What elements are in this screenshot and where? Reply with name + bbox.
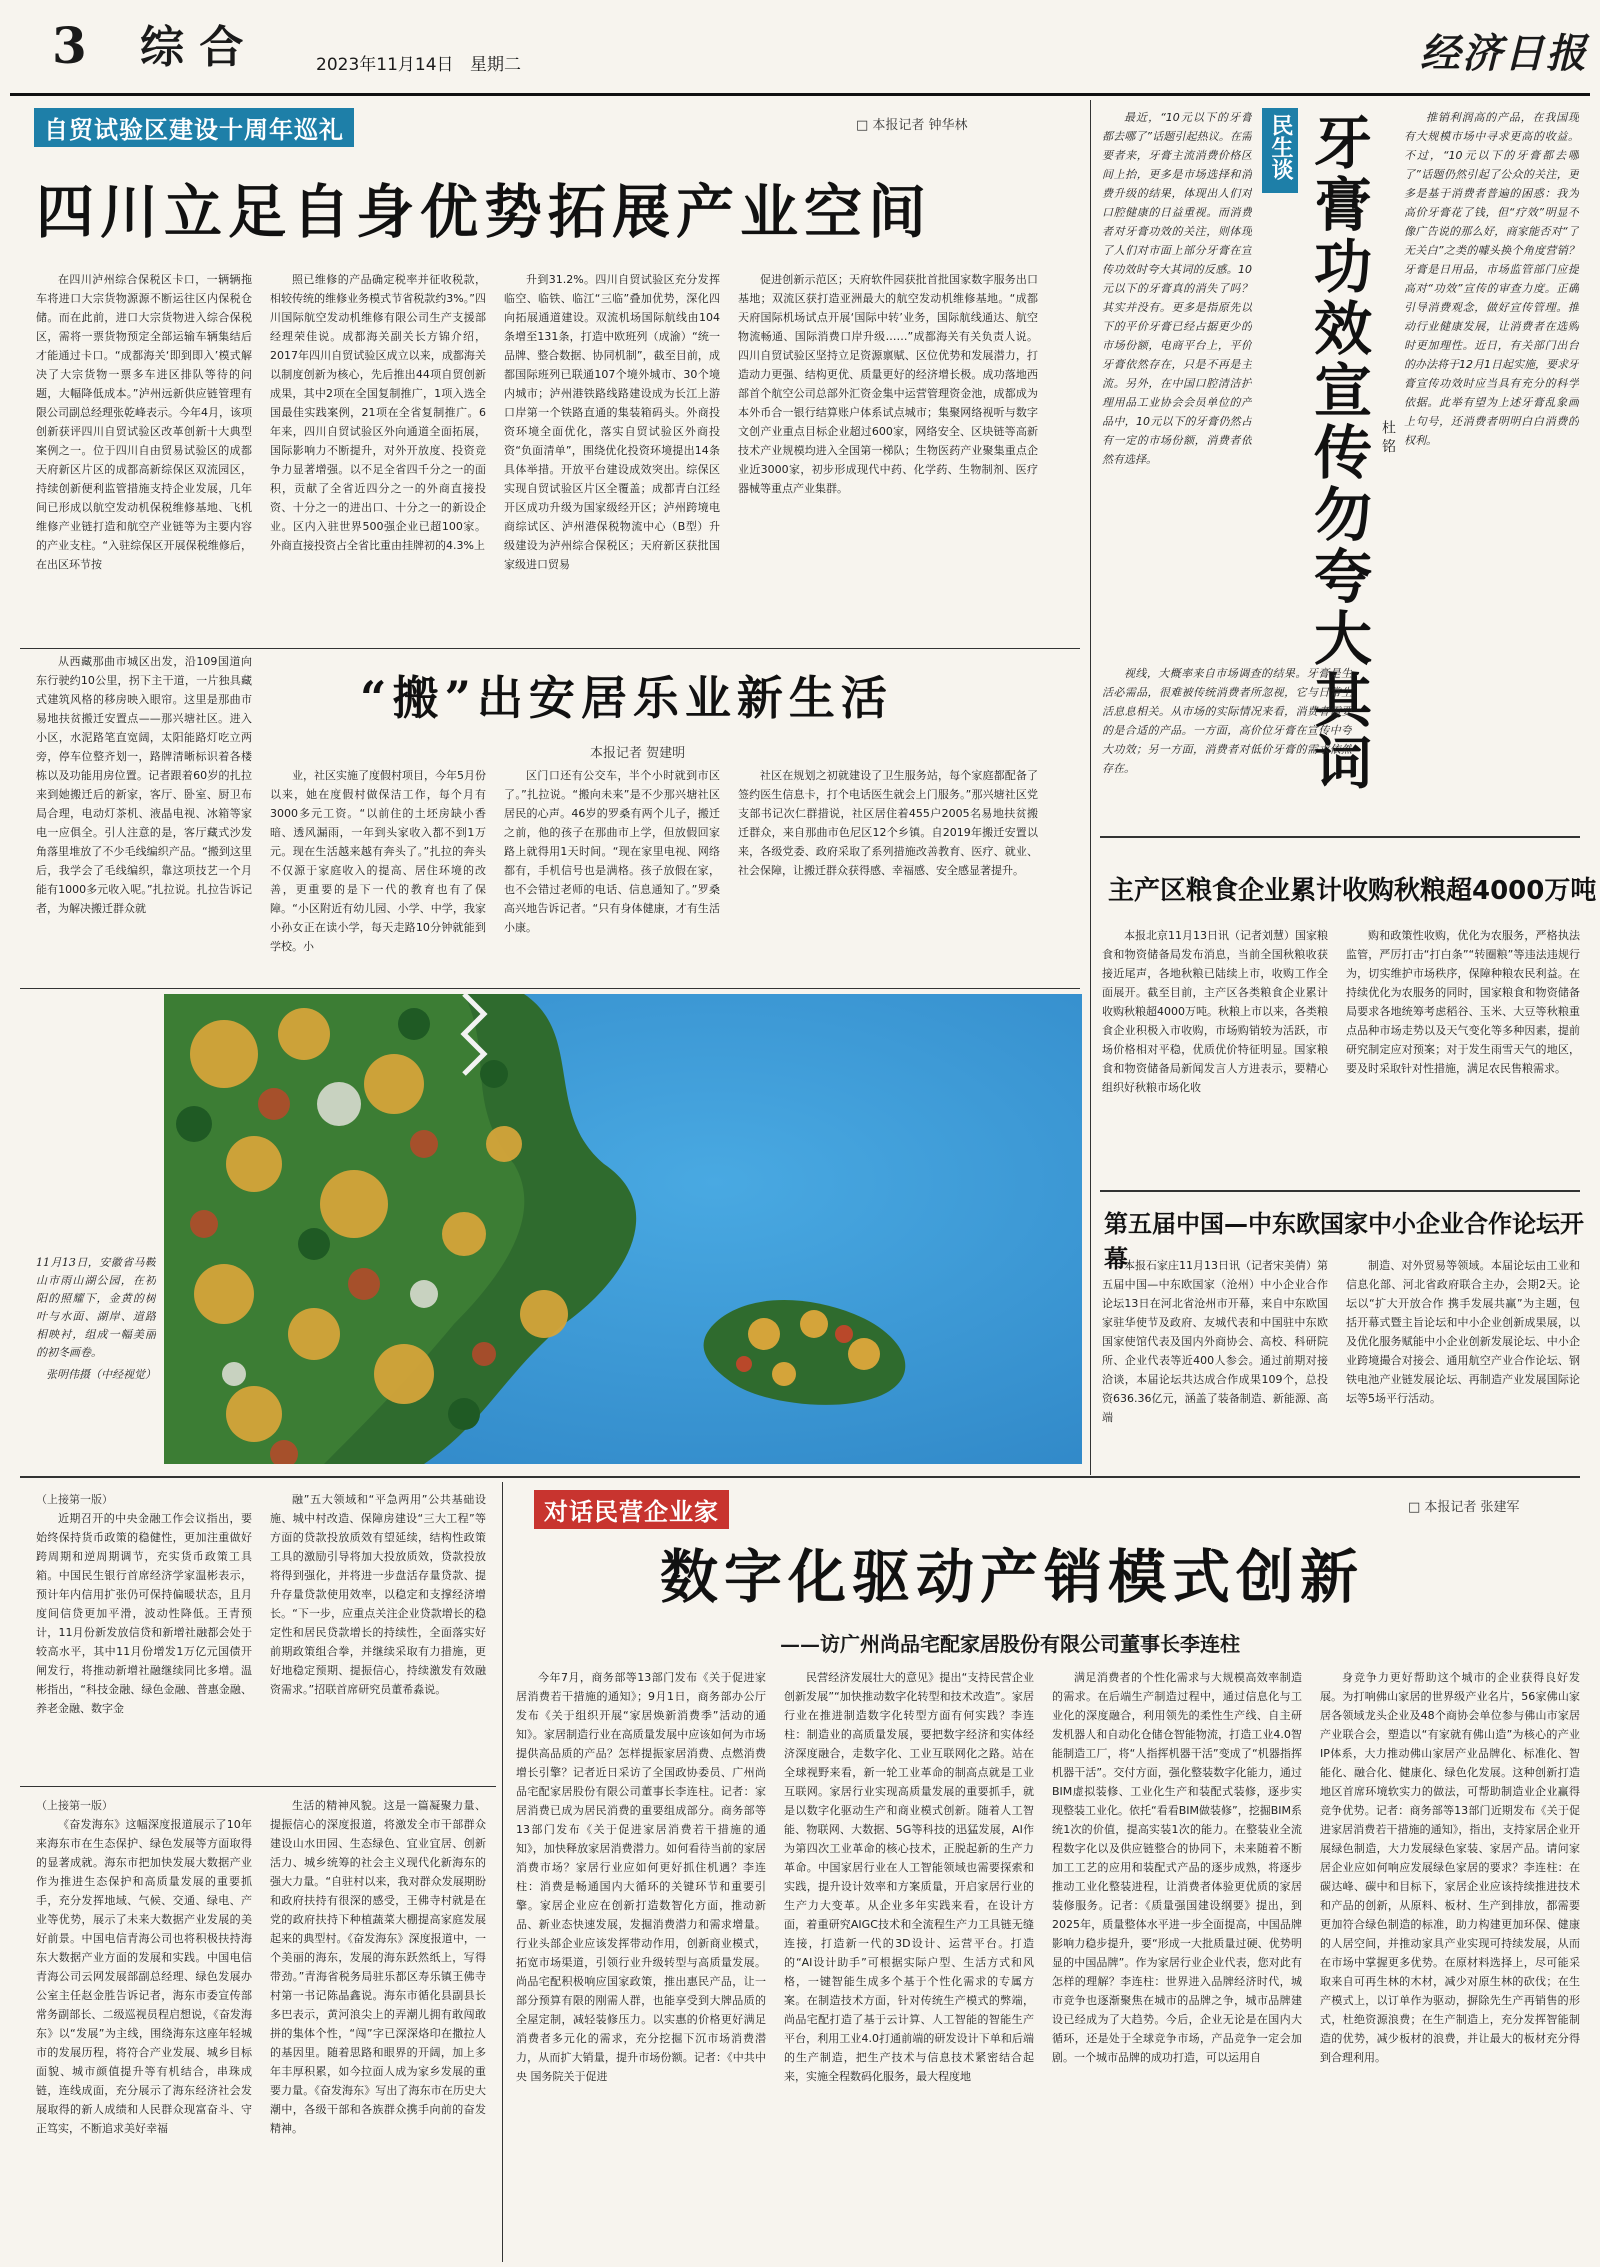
- story2-col2: [270, 766, 486, 982]
- forum-col2: [1346, 1256, 1580, 1464]
- square-bullet-icon: □: [1408, 1500, 1425, 1515]
- interview-kicker: 对话民营企业家: [534, 1490, 729, 1529]
- column-bottom-rule: [1100, 836, 1580, 838]
- issue-weekday: 星期二: [470, 55, 521, 75]
- column-label-text: 民生谈: [1268, 114, 1293, 180]
- story1-column-4: [738, 270, 1038, 640]
- interview-col1: [516, 1668, 766, 2258]
- grain-col2: [1346, 926, 1580, 1186]
- column-col2-text: 视线，大概率来自市场调查的结果。牙膏是生活必需品，很难被传统消费者所忽视，它与日常生活息息相关。从市场的实际情况来看，消费者需要的是合适的产品。一方面，高价位牙膏在宣传中夸大功效；另一方面，消费者对低价牙膏的需求依然存在。: [1102, 667, 1352, 775]
- story2-col1-text: 从西藏那曲市城区出发，沿109国道向东行驶约10公里，拐下主干道，一片独具藏式建筑风格的移房映入眼帘。这里是那曲市易地扶贫搬迁安置点——那兴塘社区。进入小区，水泥路笔直宽阔，太阳能路灯吃立两旁，停车位整齐划一，路牌清晰标识着各楼栋以及功能用房位置。记者跟着60岁的扎拉来到她搬迁后的新家，客厅、卧室、厨卫布局合理，电动灯茶机、液晶电视、冰箱等家电一应俱全。引人注意的是，客厅藏式沙发角落里堆放了不少毛线编织产品。“搬到这里后，我学会了毛线编织，靠这项技艺一个月能有1000多元收入呢。”扎拉说。扎拉告诉记者，为解决搬迁群众就: [36, 655, 252, 915]
- grain-col1: [1102, 926, 1328, 1186]
- interview-col2: [784, 1668, 1034, 2258]
- story1-column-2: [270, 270, 486, 640]
- section-name: 综 合: [140, 22, 244, 73]
- page-header: [0, 0, 1600, 95]
- issue-date: 2023年11月14日: [316, 55, 454, 75]
- interview-col4-text: 身竞争力更好帮助这个城市的企业获得良好发展。为打响佛山家居的世界级产业名片，56家佛山家居各领域龙头企业及48个商协会单位参与佛山市家居产业联合会，塑造以“有家就有佛山造”为核心的产业IP体系，大力推动佛山家居产业品牌化、标准化、智能化、融合化、健康化、绿色化发展。这种创新打造地区首席环境软实力的做法，可帮助制造业企业赢得竞争优势。记者：商务部等13部门近期发布《关于促进家居消费若干措施的通知》，指出，支持家居企业开展绿色制造，大力发展绿色家装、家居产品。请问家居企业应如何响应发展绿色家居的要求？李连柱：在碳达峰、碳中和目标下，家居企业应该持续推进技术和产品的创新，从原料、板材、生产到排放，都需要更加符合绿色制造的标准，助力构建更加环保、健康的人居空间，并推动家具产业实现可持续发展，从而在市场中掌握更多优势。在原材料选择上，尽可能采取来自可再生林的木材，减少对原生林的砍伐；在生产模式上，以订单作为驱动，摒除先生产再销售的形式，杜绝资源浪费；在生产制造上，充分发挥智能制造的优势，减少板材的浪费，并让最大的板材充分得到合理利用。: [1320, 1671, 1580, 2064]
- interview-byline: [1408, 1496, 1520, 1515]
- interview-col3: [1052, 1668, 1302, 2258]
- grain-col1-text: 本报北京11月13日讯（记者刘慧）国家粮食和物资储备局发布消息，当前全国秋粮收获接近尾声，各地秋粮已陆续上市，收购工作全面展开。截至目前，主产区各类粮食企业累计收购秋粮超4000万吨。秋粮上市以来，各类粮食企业积极入市收购，市场购销较为活跃，市场价格相对平稳，优质优价特征明显。国家粮食和物资储备局新闻发言人方进表示，要精心组织好秋粮市场化收: [1102, 929, 1328, 1094]
- grain-title: 主产区粮食企业累计收购秋粮超4000万吨: [1108, 876, 1597, 906]
- column-col1-text: 最近，“10元以下的牙膏都去哪了”话题引起热议。在需要者来，牙膏主流消费价格区间上抬，更多是市场选择和消费升级的结果，体现出人们对口腔健康的日益重视。而消费者对牙膏功效的关注，则体现了人们对市面上部分牙膏在宣传功效时夸大其词的反感。10元以下的牙膏真的消失了吗？其实并没有。更多是指原先以下的平价牙膏已经占据更少的市场份额，电商平台上，平价牙膏依然存在，只是不再是主流。另外，在中国口腔清洁护理用品工业协会会员单位的产品中，10元以下的牙膏仍然占有一定的市场份额，消费者依然有选择。: [1102, 111, 1252, 466]
- page-number: 3: [52, 16, 87, 75]
- continuation-1-right: [270, 1490, 486, 1780]
- story2-col4-text: 社区在规划之初就建设了卫生服务站，每个家庭都配备了签约医生信息卡，打个电话医生就会上门服务。”那兴塘社区党支部书记次仁群措说，社区居住着455户2005名易地扶贫搬迁群众，来自那曲市色尼区12个乡镇。自2019年搬迁安置以来，各级党委、政府采取了系列措施改善教育、医疗、就业、社会保障，让搬迁群众获得感、幸福感、安全感显著提升。: [738, 769, 1038, 877]
- column-col1: [1102, 108, 1252, 656]
- story1-column-1: [36, 270, 252, 640]
- column-col3: [1404, 108, 1579, 822]
- story2-col3: [504, 766, 720, 982]
- aerial-photo-illustration: [164, 994, 1082, 1464]
- story1-col4-text: 促进创新示范区；天府软件园获批首批国家数字服务出口基地；双流区获打造亚洲最大的航空发动机维修基地。“成都天府国际机场试点开展‘国际中转’业务，国际航线通达、航空物流畅通、国际消费口岸升级……”成都海关有关负责人说。四川自贸试验区坚持立足资源禀赋、区位优势和发展潜力，打造动力更强、结构更优、质量更好的经济增长极。成功落地西部首个航空公司总部外汇资金集中运营管理资金池，成都成为本外币合一银行结算账户体系试点城市；集聚网络视听与数字文创产业重点目标企业超过600家，网络安全、区块链等高新技术产业规模均进入全国第一梯队；生物医药产业聚集重点企业近3000家，初步形成现代中药、化学药、生物制剂、医疗器械等重点产业集群。: [738, 273, 1038, 495]
- interview-title: 数字化驱动产销模式创新: [660, 1543, 1365, 1611]
- story1-col1-text: 在四川泸州综合保税区卡口，一辆辆拖车将进口大宗货物源源不断运往区内保税仓储。而在此前，进口大宗货物进入综合保税区，需将一票货物预定全部运输车辆集结后才能通过卡口。“成都海关‘即到即入’模式解决了大宗货物一票多车进区排队等待的问题，大幅降低成本。”泸州远新供应链管理有限公司副总经理张乾峰表示。今年4月，该项创新获评四川自贸试验区改革创新十大典型案例之一。位于四川自由贸易试验区的成都天府新区片区的成都高新综保区双流园区，持续创新便利监管措施支持企业发展，几年间已形成以航空发动机保税维修基地、飞机维修产业链打造和航空产业链等为主要内容的产业支柱。“入驻综保区开展保税维修后，在出区环节按: [36, 273, 252, 571]
- continuation-divider: [20, 1786, 496, 1787]
- grain-bottom-rule: [1100, 1190, 1580, 1192]
- story1-column-3: [504, 270, 720, 640]
- photo-caption-text: 11月13日，安徽省马鞍山市雨山湖公园，在初阳的照耀下，金黄的树叶与水面、湖岸、道路相映衬，组成一幅美丽的初冬画卷。: [36, 1256, 156, 1359]
- continuation-2-text2: 生活的精神风貌。这是一篇凝聚力量、提振信心的深度报道，将激发全市干部群众建设山水田园、生态绿色、宜业宜居、创新活力、城乡统筹的社会主义现代化新海东的强大力量。“自驻村以来，我对群众发展期盼和政府扶持有很深的感受，王佛寺村就是在党的政府扶持下种植蔬菜大棚提高家庭发展起来的典型村。《奋发海东》深度报道中，一个美丽的海东，发展的海东跃然纸上，写得带劲。”青海省税务局驻乐都区寿乐镇王佛寺村第一书记陈晶鑫说。海东市循化县副县长多巴表示，黄河浪尖上的弄潮儿拥有敢闯敢拼的集体个性，“闯”字已深深烙印在撒拉人的基因里。随着思路和眼界的开阔，加上多年丰厚积累，如今拉面人成为家乡发展的重要力量。《奋发海东》写出了海东市在历史大潮中，各级干部和各族群众携手向前的奋发精神。: [270, 1799, 486, 2135]
- continuation-2-text: 《奋发海东》这幅深度报道展示了10年来海东市在生态保护、绿色发展等方面取得的显著成就。海东市把加快发展大数据产业作为推进生态保护和高质量发展的重要抓手，充分发挥地域、气候、交通、绿电、产业等优势，展示了未来大数据产业发展的美好前景。中国电信青海公司也将积极扶持海东大数据产业方面的发展和实践。中国电信青海公司云网发展部副总经理、绿色发展办公室主任赵金胜告诉记者，海东市委宣传部常务副部长、二级巡视员程启想说，《奋发海东》以“发展”为主线，围绕海东这座年轻城市的发展历程，将符合产业发展、城乡目标面貌、城市颜值提升等有机结合，串珠成链，连线成面，充分展示了海东经济社会发展取得的新人成绩和人民群众现富奋斗、守正笃实，不断追求美好幸福: [36, 1818, 252, 2135]
- story1-col2-text: 照已维修的产品确定税率并征收税款，相较传统的维修业务模式节省税款约3%。”四川国际航空发动机维修有限公司生产支援部经理荣佳说。成都海关副关长方锦介绍，2017年四川自贸试验区成立以来，成都海关以制度创新为核心，先后推出44项自贸创新成果，其中2项在全国复制推广，1项入选全国最佳实践案例，21项在全省复制推广。6年来，四川自贸试验区外向通道全面拓展，国际影响力不断提升，对外开放度、投资竞争力显著增强。以不足全省四千分之一的面积，贡献了全省近四分之一的外商直接投资、十分之一的进出口、十分之一的新设企业。区内入驻世界500强企业已超100家。外商直接投资占全省比重由挂牌初的4.3%上: [270, 273, 486, 552]
- continuation-1-left: [36, 1490, 252, 1780]
- story1-col3-text: 升到31.2%。四川自贸试验区充分发挥临空、临铁、临江“三临”叠加优势，深化四向拓展通道建设。双流机场国际航线由104条增至131条，打造中欧班列（成渝）“统一品牌、整合数据、协同机制”，截至目前，成都国际班列已联通107个境外城市、30个境内城市；泸州港铁路线路建设成为长江上游口岸第一个铁路直通的集装箱码头。外商投资环境全面优化，落实自贸试验区外商投资“负面清单”，围绕优化投资环境提出14条具体举措。开放平台建设成效突出。综保区实现自贸试验区片区全覆盖；成都青白江经开区成功升级为国家级经开区；泸州跨境电商综试区、泸州港保税物流中心（B型）升级建设为泸州综合保税区；天府新区获批国家级进口贸易: [504, 273, 720, 571]
- interview-col1-text: 今年7月，商务部等13部门发布《关于促进家居消费若干措施的通知》；9月1日，商务部办公厅发布《关于组织开展“家居焕新消费季”活动的通知》。家居制造行业在高质量发展中应该如何为市场提供高品质的产品？怎样提振家居消费、点燃消费增长引擎？记者近日采访了全国政协委员、广州尚品宅配家居股份有限公司董事长李连柱。记者：家居消费已成为居民消费的重要组成部分。商务部等13部门发布《关于促进家居消费若干措施的通知》，加快释放家居消费潜力。如何看待当前的家居消费市场？家居行业应如何更好抓住机遇？李连柱：消费是畅通国内大循环的关键环节和重要引擎。家居企业应在创新打造数智化方面，推动新品、新业态快速发展，发掘消费潜力和需求增量。行业头部企业应该发挥带动作用，创新商业模式，拓宽市场渠道，引领行业升级转型与高质量发展。尚品宅配积极响应国家政策，推出惠民产品，让一部分预算有限的刚需人群，也能享受到大牌品质的全屋定制，减轻装修压力。以实惠的价格更好满足消费者多元化的需求，充分挖掘下沉市场消费潜力，从而扩大销量，提升市场份额。记者：《中共中央 国务院关于促进: [516, 1671, 766, 2083]
- grain-col2-text: 购和政策性收购，优化为农服务，严格执法监管，严厉打击“打白条”“转圈粮”等违法违规行为，切实维护市场秩序，保障种粮农民利益。在持续优化为农服务的同时，国家粮食和物资储备局要求各地统筹考虑稻谷、玉米、大豆等秋粮重点品种市场走势以及天气变化等多种因素，提前研究制定应对预案；对于发生雨雪天气的地区，要及时采取针对性措施，满足农民售粮需求。: [1346, 929, 1580, 1075]
- column-author: [1378, 420, 1398, 456]
- column-col3-text: 推销利润高的产品，在我国现有大规模市场中寻求更高的收益。不过，“10元以下的牙膏都去哪了”话题仍然引起了公众的关注，更多是基于消费者普遍的困惑：我为高价牙膏花了钱，但“疗效”明显不像广告说的那么好，商家能否对“了无关白”之类的噱头换个角度营销？牙膏是日用品，市场监管部门应提高对“功效”宣传的审查力度。正确引导消费观念，做好宣传管理。推动行业健康发展，让消费者在选购时更加理性。近日，有关部门出台的办法将于12月1日起实施，要求牙膏宣传功效时应当具有充分的科学依据。此举有望为上述牙膏乱象画上句号，还消费者明明白白消费的权利。: [1404, 111, 1579, 447]
- story1-bottom-rule: [20, 648, 1080, 649]
- continuation-1-text2: 融”五大领域和“平急两用”公共基础设施、城中村改造、保障房建设“三大工程”等方面的贷款投放质效有望延续，结构性政策工具的激励引导将加大投放质效，贷款投放将得到强化，并将进一步盘活存量贷款、提升存量贷款使用效率，以稳定和支撑经济增长。“下一步，应重点关注企业贷款增长的稳定性和居民贷款增长的持续性，全面落实好前期政策组合拳，并继续采取有力措施，更好地稳定预期、提振信心，持续激发有效融资需求。”招联首席研究员董希淼说。: [270, 1493, 486, 1696]
- story2-col3-text: 区门口还有公交车，半个小时就到市区了。”扎拉说。“搬向未来”是不少那兴塘社区居民的心声。46岁的罗桑有两个儿子，搬迁之前，他的孩子在那曲市上学，但放假回家路上就得用1天时间。“现在家里电视、网络都有，手机信号也是满格。孩子放假在家，也不会错过老师的电话、信息通知了。”罗桑高兴地告诉记者。“只有身体健康，才有生活小康。: [504, 769, 720, 934]
- photo-caption: [36, 1254, 156, 1434]
- story2-col4: [738, 766, 1038, 982]
- column-title-text: 牙膏功效宣传勿夸大其词: [1304, 112, 1372, 794]
- continuation-1-label: （上接第一版）: [36, 1493, 113, 1506]
- interview-subtitle: ——访广州尚品宅配家居股份有限公司董事长李连柱: [780, 1632, 1240, 1656]
- forum-col1-text: 本报石家庄11月13日讯（记者宋美倩）第五届中国—中东欧国家（沧州）中小企业合作论坛13日在河北省沧州市开幕，来自中东欧国家驻华使节及政府、友城代表和中国驻中东欧国家使馆代表及国内外商协会、高校、科研院所、企业代表等近400人参会。通过前期对接洽谈，本届论坛共达成合作成果109个，总投资636.36亿元，涵盖了装备制造、新能源、高端: [1102, 1259, 1328, 1424]
- continuation-2-right: [270, 1796, 486, 2256]
- forum-col2-text: 制造、对外贸易等领域。本届论坛由工业和信息化部、河北省政府联合主办，会期2天。论坛以“扩大开放合作 携手发展共赢”为主题，包括开幕式暨主旨论坛和中小企业创新成果展，以及优化服务赋能中小企业创新发展论坛、中小企业跨境撮合对接会、通用航空产业合作论坛、钢铁电池产业链发展论坛、再制造产业发展国际论坛等5场平行活动。: [1346, 1259, 1580, 1405]
- story1-kicker: 自贸试验区建设十周年巡礼: [34, 108, 354, 147]
- story2-bottom-rule: [20, 988, 1080, 989]
- main-divider-vertical: [1090, 100, 1091, 1475]
- forum-title: 第五届中国—中东欧国家中小企业合作论坛开幕: [1104, 1210, 1584, 1273]
- continuation-1-text: 近期召开的中央金融工作会议指出，要始终保持货币政策的稳健性，更加注重做好跨周期和逆周期调节，充实货币政策工具箱。中国民生银行首席经济学家温彬表示，预计年内信用扩张仍可保持偏暖状态，且月度间信贷更加平滑，波动性降低。王青预计，11月份新发放信贷和新增社融都会处于较高水平，其中11月份增发1万亿元国债开闸发行，将推动新增社融继续同比多增。温彬指出，“科技金融、绿色金融、普惠金融、养老金融、数字金: [36, 1512, 252, 1715]
- header-rule: [10, 93, 1590, 96]
- story2-title: “搬”出安居乐业新生活: [360, 671, 893, 725]
- story1-title: 四川立足自身优势拓展产业空间: [36, 178, 933, 246]
- story2-col2-text: 业，社区实施了度假村项目，今年5月份以来，她在度假村做保洁工作，每个月有3000多元工资。“以前住的土坯房缺小香暗、透风漏雨，一年到头家收入都不到1万元。现在生活越来越有奔头了。”扎拉的奔头不仅源于家庭收入的提高、居住环境的改善，更重要的是下一代的教育也有了保障。“小区附近有幼儿园、小学、中学，我家小孙女正在读小学，每天走路10分钟就能到学校。小: [270, 769, 486, 953]
- story1-byline-text: 本报记者 钟华林: [872, 118, 968, 133]
- column-label: [1262, 108, 1298, 193]
- photo-bottom-rule: [20, 1476, 1580, 1478]
- park-lake-photo: [164, 994, 1082, 1464]
- square-bullet-icon: □: [856, 118, 873, 133]
- bottom-divider-vertical: [502, 1482, 503, 2262]
- column-author-text: 杜 铭: [1380, 420, 1396, 453]
- column-col2: [1102, 664, 1352, 822]
- interview-byline-text: 本报记者 张建军: [1424, 1500, 1520, 1515]
- interview-col4: [1320, 1668, 1580, 2258]
- story2-byline: 本报记者 贺建明: [590, 746, 686, 761]
- masthead-logo: 经济日报: [1420, 30, 1588, 77]
- continuation-2-left: [36, 1796, 252, 2256]
- interview-col2-text: 民营经济发展壮大的意见》提出“支持民营企业创新发展”“加快推动数字化转型和技术改造”。家居行业在推进制造数字化转型方面有何实践？李连柱：制造业的高质量发展，要把数字经济和实体经济深度融合，走数字化、工业互联网化之路。站在全球视野来看，新一轮工业革命的制高点就是工业互联网。家居行业实现高质量发展的重要抓手，就是以数字化驱动生产和商业模式创新。随着人工智能、物联网、大数据、5G等科技的迅猛发展，AI作为第四次工业革命的核心技术，正脱起新的生产力革命。中国家居行业在人工智能领域也需要探索和实践，提升设计效率和方案质量，开启家居行业的生产力大变革。从企业多年实践来看，在设计方面，着重研究AIGC技术和全流程生产力工具链无缝连接，打造新一代的3D设计、运营平台。打造的“AI设计助手”可根据实际户型、生活方式和风格，一键智能生成多个基于个性化需求的专属方案。在制造技术方面，针对传统生产模式的弊端，尚品宅配打造了基于云计算、人工智能的智能生产平台，利用工业4.0打通前端的研发设计下单和后端的生产制造，把生产技术与信息技术紧密结合起来，实施全程数码化服务，最大程度地: [784, 1671, 1034, 2083]
- forum-col1: [1102, 1256, 1328, 1464]
- continuation-2-label: （上接第一版）: [36, 1799, 113, 1812]
- story2-col1: [36, 652, 252, 982]
- photo-credit: 张明伟摄（中经视觉）: [46, 1368, 156, 1381]
- story1-byline: [856, 114, 968, 133]
- interview-col3-text: 满足消费者的个性化需求与大规模高效率制造的需求。在后端生产制造过程中，通过信息化与工业化的深度融合，利用领先的柔性生产线、自主研发机器人和自动化仓储仓智能物流，打造工业4.0智能制造工厂，将“人指挥机器干活”变成了“机器指挥机器干活”。交付方面，强化整装数字化能力，通过BIM虚拟装修、工业化生产和装配式装修，逐步实现整装工业化。依托“看看BIM做装修”，挖掘BIM系统1次的价值，提高实装1次的能力。在整装业全流程数字化以及供应链整合的协同下，未来随着不断加工工艺的应用和装配式产品的逐步成熟，将逐步推动工业化整装进程，让消费者体验更优质的家居装修服务。记者：《质量强国建设纲要》提出，到2025年，质量整体水平进一步全面提高，中国品牌影响力稳步提升，要“形成一大批质量过硬、优势明显的中国品牌”。作为家居行业企业代表，您对此有怎样的理解？李连柱：世界进入品牌经济时代，城市竞争也逐渐聚焦在城市的品牌之争，城市品牌建设已经成为了大趋势。今后，企业无论是在国内大循环，还是处于全球竞争市场，产品竞争一定会加剧。一个城市品牌的成功打造，可以运用自: [1052, 1671, 1302, 2064]
